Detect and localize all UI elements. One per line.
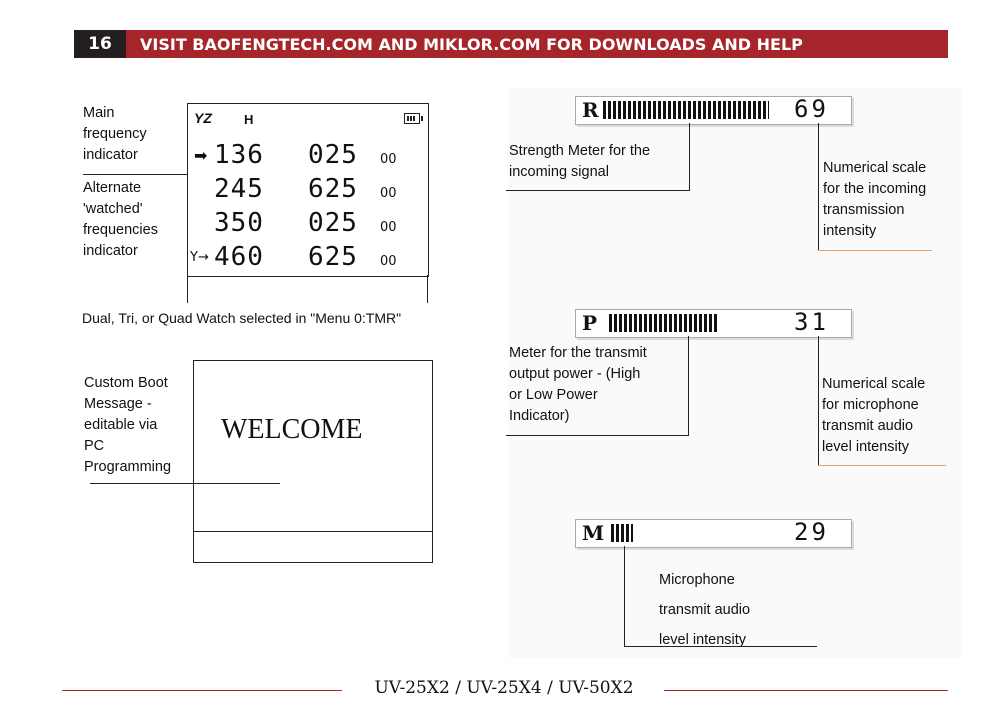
r-leader-horizontal [506,190,690,191]
m-leader-vertical [624,546,625,647]
freq-sub: 00 [380,186,397,201]
footer-models: UV-25X2 / UV-25X4 / UV-50X2 [374,678,634,698]
meter-value: 31 [794,308,829,336]
dual-watch-caption: Dual, Tri, or Quad Watch selected in "Menu 0:TMR" [82,310,402,326]
page-number: 16 [74,30,126,58]
main-arrow-icon: ➡ [194,146,208,165]
p-scale-underline [818,465,946,466]
microphone-meter [575,519,852,548]
power-scale-label: Numerical scale for microphone transmit audio level intensity [822,376,926,455]
microphone-bars [611,524,633,542]
p-leader-vertical [688,336,689,436]
page-header-title: VISIT BAOFENGTECH.COM AND MIKLOR.COM FOR DOWNLOADS AND HELP [126,30,948,58]
boot-message-leader [90,483,280,484]
main-frequency-leader [83,174,187,175]
p-scale-leader [818,336,819,466]
freq-mhz: 245 [214,174,264,204]
freq-sub: 00 [380,152,397,167]
meter-letter: P [582,311,598,335]
power-high-indicator: H [244,112,254,127]
strength-bars [603,101,769,119]
freq-khz: 025 [308,208,358,238]
freq-khz: 025 [308,140,358,170]
watch-antenna-icon: Y→ [190,250,209,265]
power-meter-label: Meter for the transmit output power - (High or Low Power Indicator) [509,345,647,424]
meter-letter: R [582,98,599,122]
r-scale-underline [818,250,932,251]
welcome-text: WELCOME [221,414,363,445]
freq-mhz: 136 [214,140,264,170]
signal-icon: YZ [194,110,212,126]
lcd-row-alt-3 [188,240,428,274]
battery-icon [404,113,420,124]
freq-mhz: 460 [214,242,264,272]
r-leader-vertical [689,123,690,191]
lcd-row-alt-1 [188,172,428,206]
power-meter [575,309,852,338]
microphone-meter-label: Microphone transmit audio level intensity [659,572,751,648]
lcd-leader-left [187,275,188,303]
power-bars [609,314,717,332]
freq-khz: 625 [308,174,358,204]
strength-meter [575,96,852,125]
freq-khz: 625 [308,242,358,272]
lcd-frequency-display [187,103,429,277]
strength-meter-label: Strength Meter for the incoming signal [509,143,651,180]
welcome-display [193,360,433,532]
boot-message-label: Custom Boot Message - editable via PC Programming [84,375,172,475]
meter-letter: M [582,521,605,545]
lcd-leader-right [427,275,428,303]
freq-sub: 00 [380,254,397,269]
p-leader-horizontal [506,435,689,436]
main-frequency-label: Main frequency indicator [83,105,147,163]
lcd-row-alt-2 [188,206,428,240]
freq-sub: 00 [380,220,397,235]
alternate-frequency-label: Alternate 'watched' frequencies indicator [83,180,158,259]
meter-value: 69 [794,95,829,123]
r-scale-leader [818,123,819,250]
meter-value: 29 [794,518,829,546]
welcome-display-bottom [193,531,433,563]
lcd-row-main [188,138,428,172]
strength-scale-label: Numerical scale for the incoming transmission intensity [823,160,927,239]
freq-mhz: 350 [214,208,264,238]
